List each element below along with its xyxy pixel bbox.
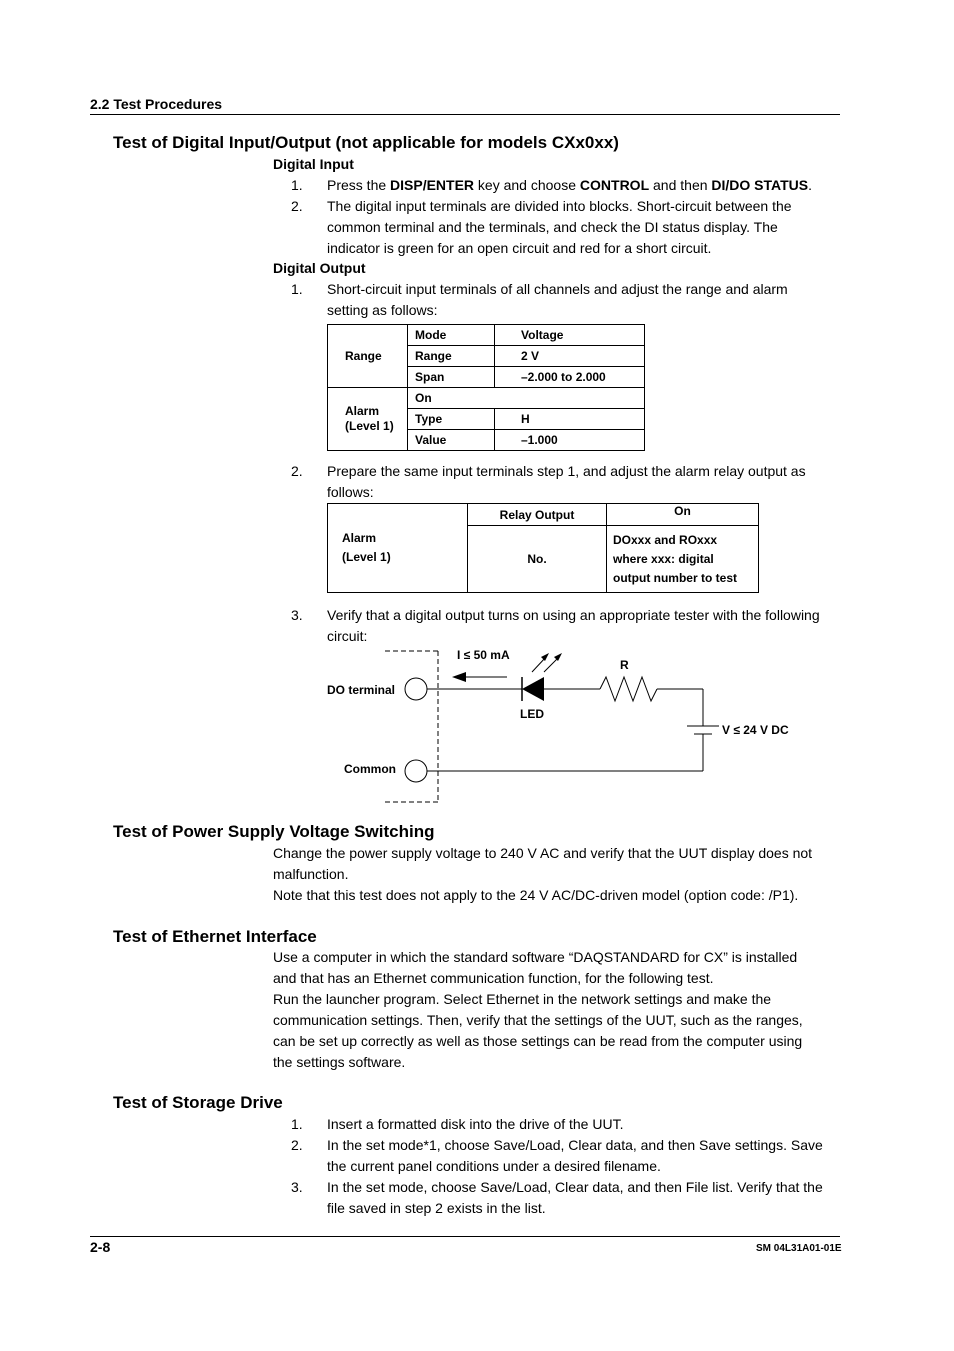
di-heading: Digital Input xyxy=(273,156,354,172)
relay-output-header: Relay Output xyxy=(468,504,607,526)
alarm-label: Alarm (Level 1) xyxy=(328,388,408,451)
table1-value: –2.000 to 2.000 xyxy=(495,367,645,388)
resistor-label: R xyxy=(620,658,629,672)
no-label: No. xyxy=(468,526,607,593)
key-control: CONTROL xyxy=(579,177,650,193)
do-terminal-circle xyxy=(405,678,427,700)
key-di-do-status: DI/DO STATUS xyxy=(711,177,809,193)
dio-title: Test of Digital Input/Output (not applicable for models CXx0xx) xyxy=(113,133,619,152)
storage-step2-text: In the set mode*1, choose Save/Load, Clear data, and then Save settings. Save the current panel conditions under a desired filename. xyxy=(327,1137,823,1174)
current-label: I ≤ 50 mA xyxy=(457,648,510,662)
di-step2-text: The digital input terminals are divided into blocks. Short-circuit between the common terminal and the terminals, and check the DI status display. The indicator is green for an open circuit and red for a short circuit. xyxy=(327,198,792,256)
storage-step3-number: 3. xyxy=(291,1179,303,1195)
table1-value: –1.000 xyxy=(495,430,645,451)
di-step1-number: 1. xyxy=(291,177,303,193)
storage-title: Test of Storage Drive xyxy=(113,1093,283,1112)
storage-step3-text: In the set mode, choose Save/Load, Clear data, and then File list. Verify that the file saved in step 2 exists in the list. xyxy=(327,1179,823,1216)
do-step1-text: Short-circuit input terminals of all channels and adjust the range and alarm setting as follows: xyxy=(327,281,788,318)
table1-key: Value xyxy=(408,430,495,451)
do-step2-text: Prepare the same input terminals step 1, and adjust the alarm relay output as follows: xyxy=(327,463,806,500)
di-step2-number: 2. xyxy=(291,198,303,214)
do-heading: Digital Output xyxy=(273,260,366,276)
di-step1-text: Press the DISP/ENTER key and choose CONTROL and then DI/DO STATUS. xyxy=(327,177,812,193)
storage-step2-number: 2. xyxy=(291,1137,303,1153)
ethernet-body: Use a computer in which the standard software “DAQSTANDARD for CX” is installed and that has an Ethernet communication function, for the following test. Run the launcher program. Select Ethernet in the network settings and make the communication settings. Then, verify that the settings of the UUT, such as the ranges, can be set up correctly as well as those settings can be read from the computer using the settings software. xyxy=(273,949,803,1070)
table1-key: Range xyxy=(408,346,495,367)
common-label: Common xyxy=(344,762,396,776)
table1-value: 2 V xyxy=(495,346,645,367)
key-disp-enter: DISP/ENTER xyxy=(390,177,475,193)
table1-key: Span xyxy=(408,367,495,388)
relay-description: DOxxx and ROxxx where xxx: digital output number to test xyxy=(607,526,759,593)
do-step3-number: 3. xyxy=(291,607,303,623)
resistor-symbol xyxy=(600,677,657,701)
storage-step1-number: 1. xyxy=(291,1116,303,1132)
table2-alarm-label: Alarm (Level 1) xyxy=(328,504,468,593)
page-number: 2-8 xyxy=(90,1239,111,1255)
section-header: 2.2 Test Procedures xyxy=(90,96,223,112)
storage-step1-text: Insert a formatted disk into the drive of the UUT. xyxy=(327,1116,624,1132)
do-step3-text: Verify that a digital output turns on using an appropriate tester with the following circuit: xyxy=(327,607,820,644)
led-label: LED xyxy=(520,707,544,721)
document-code: SM 04L31A01-01E xyxy=(756,1243,842,1254)
on-header: On xyxy=(607,504,759,526)
do-terminal-label: DO terminal xyxy=(327,683,396,697)
range-label: Range xyxy=(328,325,408,388)
current-arrow-head xyxy=(452,672,466,682)
footer-rule xyxy=(90,1236,840,1237)
power-title: Test of Power Supply Voltage Switching xyxy=(113,822,435,841)
table1-key: On xyxy=(408,388,645,409)
ethernet-title: Test of Ethernet Interface xyxy=(113,927,317,946)
do-step2-number: 2. xyxy=(291,463,303,479)
led-diode-symbol xyxy=(522,677,544,701)
table1-value: Voltage xyxy=(495,325,645,346)
table1-key: Mode xyxy=(408,325,495,346)
table1-key: Type xyxy=(408,409,495,430)
table1-value: H xyxy=(495,409,645,430)
power-body: Change the power supply voltage to 240 V AC and verify that the UUT display does not malfunction. Note that this test does not apply to the 24 V AC/DC-driven model (option code: /P1). xyxy=(273,845,813,903)
do-step1-number: 1. xyxy=(291,281,303,297)
voltage-label: V ≤ 24 V DC xyxy=(722,723,789,737)
common-terminal-circle xyxy=(405,760,427,782)
